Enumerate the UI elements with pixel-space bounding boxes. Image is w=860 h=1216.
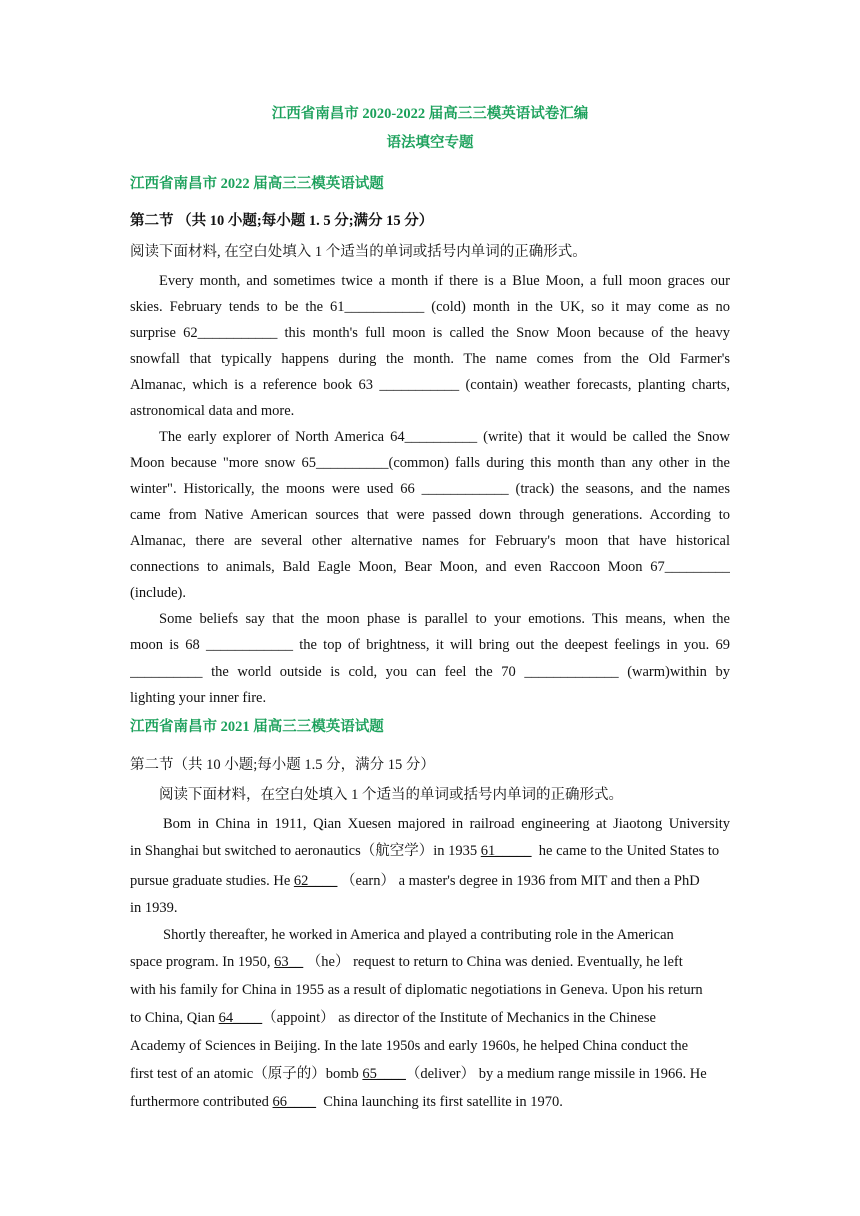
passage-2021-text: to China, Qian	[130, 1010, 219, 1026]
passage-2021-text: pursue graduate studies. He	[130, 873, 294, 889]
passage-2022-line: Moon because "more snow 65__________(common) falls during this month than any other in the	[130, 455, 730, 471]
passage-2021-text: （he） request to return to China was denied. Eventually, he left	[303, 954, 683, 970]
passage-2021-text: （appoint） as director of the Institute of Mechanics in the Chinese	[262, 1010, 656, 1026]
passage-2022-line: skies. February tends to be the 61___________ (cold) month in the UK, so it may come as no	[130, 299, 730, 315]
passage-2021-line	[130, 1064, 730, 1084]
answer-blank-64[interactable]: 64____	[218, 1010, 263, 1026]
instruction-2022: 阅读下面材料, 在空白处填入 1 个适当的单词或括号内单词的正确形式。	[130, 244, 587, 260]
exam-2021-heading: 江西省南昌市 2021 届高三三模英语试题	[130, 719, 384, 735]
passage-2021-line: Academy of Sciences in Beijing. In the late 1950s and early 1960s, he helped China conduct the	[130, 1038, 689, 1054]
passage-2021-line: Shortly thereafter, he worked in America and played a contributing role in the American	[163, 927, 674, 943]
passage-2022-line: Every month, and sometimes twice a month if there is a Blue Moon, a full moon graces our	[159, 273, 730, 289]
passage-2022-line: Almanac, there are several other alternative names for February's moon that have historical	[130, 533, 730, 549]
answer-blank-65[interactable]: 65____	[362, 1066, 406, 1082]
passage-2021-line: in 1939.	[130, 900, 178, 916]
passage-2022-line: Some beliefs say that the moon phase is parallel to your emotions. This means, when the	[159, 611, 730, 627]
passage-2021-text: China launching its first satellite in 1970.	[316, 1094, 563, 1110]
passage-2021-text: furthermore contributed	[130, 1094, 273, 1110]
document-subtitle: 语法填空专题	[386, 135, 474, 151]
passage-2022-line: The early explorer of North America 64__________ (write) that it would be called the Snow	[159, 429, 730, 445]
passage-2022-line: came from Native American sources that were passed down through generations. According to	[130, 507, 730, 523]
section-2021-header: 第二节（共 10 小题;每小题 1.5 分，满分 15 分）	[130, 757, 435, 773]
instruction-2021-text: 阅读下面材料，在空白处填入 1 个适当的单词或括号内单词的正确形式。	[159, 787, 623, 803]
passage-2022-line: surprise 62___________ this month's full moon is called the Snow Moon because of the heavy	[130, 325, 730, 341]
passage-2022-line: connections to animals, Bald Eagle Moon, Bear Moon, and even Raccoon Moon 67_________	[130, 559, 730, 575]
exam-2022-heading: 江西省南昌市 2022 届高三三模英语试题	[130, 176, 384, 192]
passage-2021-line: with his family for China in 1955 as a result of diplomatic negotiations in Geneva. Upon his return	[130, 982, 703, 998]
passage-2021-text: he came to the United States to	[531, 843, 720, 859]
passage-2021-line	[130, 952, 730, 972]
passage-2022-line: __________ the world outside is cold, you can feel the 70 _____________ (warm)within by	[130, 664, 730, 680]
passage-2021-text: in Shanghai but switched to aeronautics（航空学）in 1935	[130, 843, 481, 859]
passage-2021-line	[130, 871, 730, 891]
passage-2021-line	[130, 1008, 730, 1028]
passage-2021-text: （earn） a master's degree in 1936 from MIT and then a PhD	[337, 873, 700, 889]
passage-2022-line: (include).	[130, 585, 186, 601]
passage-2022-line: winter". Historically, the moons were used 66 ____________ (track) the seasons, and the names	[130, 481, 730, 497]
passage-2022-line: astronomical data and more.	[130, 403, 295, 419]
answer-blank-62[interactable]: 62____	[293, 873, 338, 889]
passage-2021-line	[130, 841, 730, 861]
passage-2022-line: snowfall that typically happens during the month. The name comes from the Old Farmer's	[130, 351, 730, 367]
instruction-2021	[130, 785, 730, 805]
answer-blank-63[interactable]: 63__	[274, 954, 304, 970]
passage-2022-line: lighting your inner fire.	[130, 690, 267, 706]
passage-2021-text: first test of an atomic（原子的）bomb	[130, 1066, 363, 1082]
passage-2021-line	[130, 1092, 730, 1112]
document-title: 江西省南昌市 2020-2022 届高三三模英语试卷汇编	[271, 106, 589, 122]
answer-blank-66[interactable]: 66____	[272, 1094, 317, 1110]
passage-2021-text: （deliver） by a medium range missile in 1966. He	[405, 1066, 707, 1082]
section-2022-header: 第二节 （共 10 小题;每小题 1. 5 分;满分 15 分）	[130, 213, 434, 229]
answer-blank-61[interactable]: 61_____	[480, 843, 532, 859]
passage-2021-line: Bom in China in 1911, Qian Xuesen majored in railroad engineering at Jiaotong University	[163, 816, 730, 832]
passage-2022-line: Almanac, which is a reference book 63 ___________ (contain) weather forecasts, planting charts,	[130, 377, 730, 393]
passage-2021-text: space program. In 1950,	[130, 954, 275, 970]
passage-2022-line: moon is 68 ____________ the top of brightness, it will bring out the deepest feelings in you. 69	[130, 637, 730, 653]
